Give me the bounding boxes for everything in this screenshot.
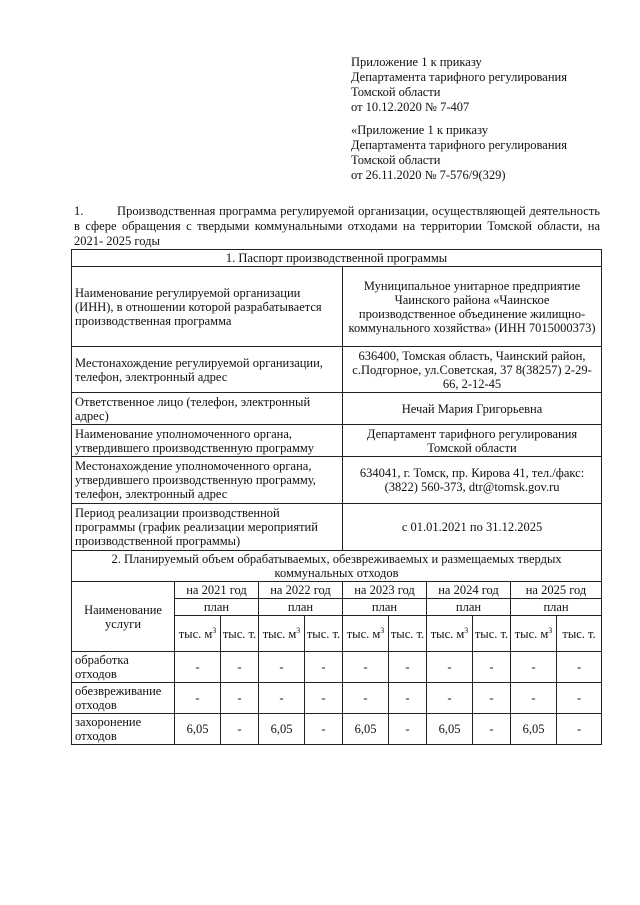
unit-m3: тыс. $м^3$ — [343, 616, 389, 652]
passport-value: Муниципальное унитарное предприятие Чаинского района «Чаинское производственное объединение жилищно-коммунального хозяйства» (ИНН 7015000373) — [343, 267, 602, 347]
passport-label: Местонахождение регулируемой организации, телефон, электронный адрес — [72, 347, 343, 393]
value-cell: - — [305, 714, 343, 745]
value-cell: - — [427, 652, 473, 683]
value-cell: - — [343, 683, 389, 714]
program-table — [71, 249, 602, 745]
value-cell: 6,05 — [175, 714, 221, 745]
value-cell: - — [259, 652, 305, 683]
value-cell: - — [221, 683, 259, 714]
value-cell: - — [221, 714, 259, 745]
plan-header: план — [511, 599, 602, 616]
value-cell: - — [473, 652, 511, 683]
value-cell: 6,05 — [343, 714, 389, 745]
value-cell: - — [557, 683, 602, 714]
table-row — [72, 683, 602, 714]
service-header: Наименование услуги — [72, 582, 175, 652]
approval-line: Департамента тарифного регулирования — [351, 138, 567, 152]
value-cell: - — [389, 683, 427, 714]
unit-t: тыс. т. — [557, 616, 602, 652]
approval-line: Томской области — [351, 153, 441, 167]
service-name: обезвреживание отходов — [72, 683, 175, 714]
value-cell: - — [389, 714, 427, 745]
plan-header: план — [259, 599, 343, 616]
table-row — [72, 714, 602, 745]
passport-label: Местонахождение уполномоченного органа, утвердившего производственную программу, телефон, электронный адрес — [72, 457, 343, 504]
unit-t: тыс. т. — [389, 616, 427, 652]
value-cell: - — [511, 683, 557, 714]
passport-value: 634041, г. Томск, пр. Кирова 41, тел./факс: (3822) 560-373, dtr@tomsk.gov.ru — [343, 457, 602, 504]
approval-line: Приложение 1 к приказу — [351, 55, 482, 69]
value-cell: 6,05 — [427, 714, 473, 745]
value-cell: - — [259, 683, 305, 714]
year-header: на 2025 год — [511, 582, 602, 599]
year-header: на 2024 год — [427, 582, 511, 599]
unit-t: тыс. т. — [473, 616, 511, 652]
service-name: обработка отходов — [72, 652, 175, 683]
unit-m3: тыс. $м^3$ — [511, 616, 557, 652]
passport-label: Наименование регулируемой организации (ИНН), в отношении которой разрабатывается производственная программа — [72, 267, 343, 347]
approval-note-1 — [351, 55, 631, 115]
approval-line: от 10.12.2020 № 7-407 — [351, 100, 470, 114]
passport-label: Период реализации производственной программы (график реализации мероприятий производственной программы) — [72, 504, 343, 551]
value-cell: - — [557, 714, 602, 745]
value-cell: 6,05 — [259, 714, 305, 745]
year-header: на 2023 год — [343, 582, 427, 599]
unit-m3: тыс. $м^3$ — [427, 616, 473, 652]
value-cell: - — [175, 652, 221, 683]
value-cell: - — [511, 652, 557, 683]
table-row — [72, 652, 602, 683]
approval-line: от 26.11.2020 № 7-576/9(329) — [351, 168, 506, 182]
passport-value: Нечай Мария Григорьевна — [343, 393, 602, 425]
year-header: на 2022 год — [259, 582, 343, 599]
approval-line: «Приложение 1 к приказу — [351, 123, 489, 137]
passport-label: Наименование уполномоченного органа, утвердившего производственную программу — [72, 425, 343, 457]
plan-header: план — [427, 599, 511, 616]
year-header: на 2021 год — [175, 582, 259, 599]
passport-label: Ответственное лицо (телефон, электронный адрес) — [72, 393, 343, 425]
value-cell: - — [343, 652, 389, 683]
value-cell: 6,05 — [511, 714, 557, 745]
approval-note-2 — [351, 123, 631, 183]
approval-line: Томской области — [351, 85, 441, 99]
passport-value: с 01.01.2021 по 31.12.2025 — [343, 504, 602, 551]
value-cell: - — [427, 683, 473, 714]
passport-value: 636400, Томская область, Чаинский район, с.Подгорное, ул.Советская, 37 8(38257) 2-29-66, 2-12-45 — [343, 347, 602, 393]
value-cell: - — [473, 714, 511, 745]
unit-m3: тыс. $м^3$ — [175, 616, 221, 652]
value-cell: - — [389, 652, 427, 683]
unit-t: тыс. т. — [305, 616, 343, 652]
value-cell: - — [473, 683, 511, 714]
approval-line: Департамента тарифного регулирования — [351, 70, 567, 84]
plan-header: план — [343, 599, 427, 616]
unit-m3: тыс. $м^3$ — [259, 616, 305, 652]
value-cell: - — [305, 683, 343, 714]
value-cell: - — [221, 652, 259, 683]
value-cell: - — [305, 652, 343, 683]
plan-header: план — [175, 599, 259, 616]
program-heading: 1. Производственная программа регулируемой организации, осуществляющей деятельность в сфере обращения с твердыми коммунальными отходами на территории Томской области, на 2021- 2025 годы — [74, 204, 600, 248]
value-cell: - — [175, 683, 221, 714]
value-cell: - — [557, 652, 602, 683]
passport-title: 1. Паспорт производственной программы — [72, 250, 602, 267]
passport-value: Департамент тарифного регулирования Томской области — [343, 425, 602, 457]
unit-t: тыс. т. — [221, 616, 259, 652]
volume-title: 2. Планируемый объем обрабатываемых, обезвреживаемых и размещаемых твердых коммунальных отходов — [72, 551, 602, 582]
service-name: захоронение отходов — [72, 714, 175, 745]
